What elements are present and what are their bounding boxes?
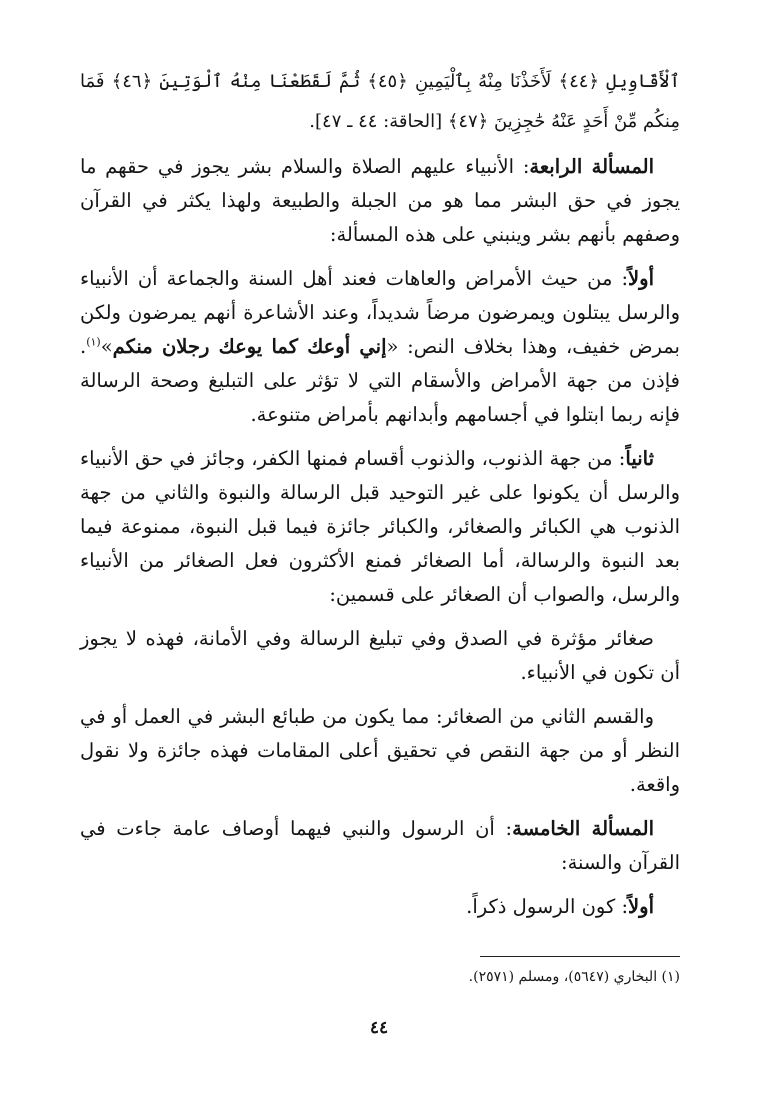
first-text-b: » xyxy=(100,335,113,358)
paragraph-first-illness xyxy=(80,262,680,432)
page-number: ٤٤ xyxy=(369,1018,389,1038)
issue-five-text: : أن الرسول والنبي فيهما أوصاف عامة جاءت في القرآن والسنة: xyxy=(80,817,680,874)
minor-first-text: صغائر مؤثرة في الصدق وفي تبليغ الرسالة وفي الأمانة، فهذه لا يجوز أن تكون في الأنبياء. xyxy=(80,627,680,684)
hadith-quote: إني أوعك كما يوعك رجلان منكم xyxy=(112,335,387,358)
first-text-c: . فإذن من جهة الأمراض والأسقام التي لا تؤثر على التبليغ وصحة الرسالة فإنه ربما ابتلوا في أجسامهم وأبدانهم بأمراض متنوعة. xyxy=(80,335,680,426)
paragraph-minor-sins-second xyxy=(80,700,680,802)
footnote: (١) البخاري (٥٦٤٧)، ومسلم (٢٥٧١). xyxy=(468,969,680,985)
last-label: أولاً xyxy=(628,895,654,918)
issue-four-text: : الأنبياء عليهم الصلاة والسلام بشر يجوز في حقهم ما يجوز في حق البشر مما هو من الجبلة والطبيعة ولهذا يكثر في القرآن وصفهم بأنهم بشر وينبني على هذه المسألة: xyxy=(80,155,680,246)
first-label: أولاً xyxy=(628,267,654,290)
paragraph-minor-sins-first xyxy=(80,622,680,690)
minor-second-text: والقسم الثاني من الصغائر: مما يكون من طبائع البشر في العمل أو في النظر أو من جهة النقص في تحقيق أعلى المقامات فهذه جائزة ولا نقول واقعة. xyxy=(80,705,680,796)
paragraph-first-male xyxy=(80,890,680,924)
first-text-a: : من حيث الأمراض والعاهات فعند أهل السنة والجماعة أن الأنبياء والرسل يبتلون ويمرضون مرضاً شديداً، وعند الأشاعرة أنهم يمرضون ولكن بمرض خفيف، وهذا بخلاف النص: « xyxy=(80,267,680,358)
quran-reference: [الحاقة: ٤٤ ـ ٤٧]. xyxy=(309,111,443,132)
page-body xyxy=(80,62,680,934)
quran-text: ٱلْأَقَاوِيلِ ﴿٤٤﴾ لَأَخَذْنَا مِنْهُ بِٱلْيَمِينِ ﴿٤٥﴾ ثُمَّ لَقَطَعْنَا مِنْهُ ٱلْوَتِينَ ﴿٤٦﴾ فَمَا مِنكُم مِّنْ أَحَدٍ عَنْهُ حَٰجِزِينَ ﴿٤٧﴾ xyxy=(80,71,681,132)
footnote-separator xyxy=(480,956,680,957)
second-text: : من جهة الذنوب، والذنوب أقسام فمنها الكفر، وجائز في حق الأنبياء والرسل أن يكونوا على غير التوحيد قبل الرسالة والنبوة والثاني من جهة الذنوب هي الكبائر والصغائر، والكبائر جائزة فيما قبل النبوة، ممنوعة فيما بعد النبوة والرسالة، أما الصغائر فمنع الأكثرون فعل الصغائر من الأنبياء والرسل، والصواب أن الصغائر على قسمين: xyxy=(80,447,680,606)
paragraph-issue-four xyxy=(80,150,680,252)
second-label: ثانياً xyxy=(625,447,654,470)
paragraph-issue-five xyxy=(80,812,680,880)
paragraph-second-sins xyxy=(80,442,680,612)
quran-verses xyxy=(80,62,680,142)
last-text: : كون الرسول ذكراً. xyxy=(466,895,629,918)
issue-four-heading: المسألة الرابعة xyxy=(529,155,654,178)
issue-five-heading: المسألة الخامسة xyxy=(512,817,654,840)
footnote-reference: (١) xyxy=(86,335,101,349)
